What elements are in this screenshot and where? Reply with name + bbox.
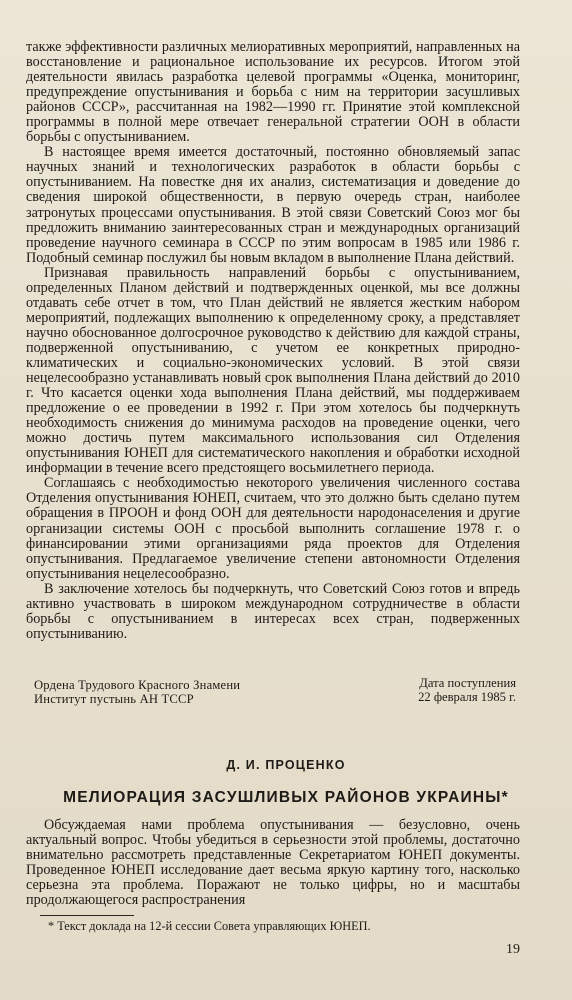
paragraph: также эффективности различных мелиоративных мероприятий, направленных на восстановление и рациональное использование их ресурсов. Итогом этой деятельности явилась разработка целевой программы «Оценка, мониторинг, предупреждение опустынивания и борьба с ним на территории засушливых районов СССР», рассчитанная на 1982—1990 гг. Принятие этой комплексной программы в полной мере отвечает генеральной стратегии ООН в области борьбы с опустыниванием. bbox=[26, 39, 520, 146]
article-body-continued bbox=[26, 40, 520, 642]
article-body bbox=[26, 818, 520, 908]
article-author: Д. И. ПРОЦЕНКО bbox=[226, 758, 346, 772]
paragraph: Обсуждаемая нами проблема опустынивания — безусловно, очень актуальный вопрос. Чтобы убедиться в серьезности этой проблемы, достаточно внимательно рассмотреть представленные Секретариатом ЮНЕП документы. Проведенное ЮНЕП исследование дает весьма яркую картину того, насколько серьезна эта проблема. Поражают не только цифры, но и масштабы продолжающегося распространения bbox=[26, 817, 520, 909]
footnote: * Текст доклада на 12-й сессии Совета управляющих ЮНЕП. bbox=[48, 919, 371, 933]
paragraph: В настоящее время имеется достаточный, постоянно обновляемый запас научных знаний и технологических разработок в области борьбы с опустыниванием. На повестке дня их анализ, систематизация и доведение до сведения широкой общественности, в первую очередь стран, наиболее затронутых процессами опустынивания. В этой связи Советский Союз мог бы предложить вниманию заинтересованных стран и международных организаций проведение научного семинара в СССР по этим вопросам в 1985 или 1986 г. Подобный семинар послужил бы новым вкладом в выполнение Плана действий. bbox=[26, 144, 520, 266]
affiliation-line: Ордена Трудового Красного Знамени bbox=[34, 678, 241, 692]
affiliation-line: Институт пустынь АН ТССР bbox=[34, 691, 194, 706]
paragraph: В заключение хотелось бы подчеркнуть, что Советский Союз готов и впредь активно участвовать в широком международном сотрудничестве в области борьбы с опустыниванием в интересах всех стран, подверженных опустыниванию. bbox=[26, 580, 520, 642]
paragraph: Признавая правильность направлений борьбы с опустыниванием, определенных Планом действий и подтвержденных оценкой, мы все должны отдавать себе отчет в том, что План действий не является жестким набором мероприятий, подлежащих выполнению к определенному сроку, а представляет научно обоснованное долгосрочное руководство к действию для каждой страны, подверженной опустыниванию, с учетом ее конкретных природно-климатических и социально-экономических условий. В этой связи нецелесообразно устанавливать новый срок выполнения Плана действий до 2010 г. Что касается оценки хода выполнения Плана действий, мы поддерживаем предложение о ее проведении в 1992 г. При этом хотелось бы подчеркнуть необходимость снижения до минимума расходов на проведение оценки, чего можно достичь путем максимального использования сил Отделения опустынивания ЮНЕП для систематического накопления и обработки исходной информации в течение всего предстоящего восьмилетнего периода. bbox=[26, 264, 520, 477]
received-label: Дата поступления bbox=[419, 676, 516, 690]
footnote-rule bbox=[40, 915, 134, 916]
article-title: МЕЛИОРАЦИЯ ЗАСУШЛИВЫХ РАЙОНОВ УКРАИНЫ* bbox=[63, 789, 509, 806]
author-affiliation bbox=[34, 679, 240, 706]
received-date-block bbox=[418, 677, 516, 704]
paragraph: Соглашаясь с необходимостью некоторого увеличения численного состава Отделения опустынивания ЮНЕП, считаем, что это должно быть сделано путем обращения в ПРООН и фонд ООН для деятельности народонаселения и другие организации системы ООН с просьбой выполнить соглашение 1978 г. о финансировании этими организациями ряда проектов для Отделения опустынивания. Предлагаемое увеличение степени автономности Отделения опустынивания нецелесообразно. bbox=[26, 475, 520, 582]
received-date: 22 февраля 1985 г. bbox=[418, 689, 516, 704]
page-number: 19 bbox=[506, 942, 520, 957]
